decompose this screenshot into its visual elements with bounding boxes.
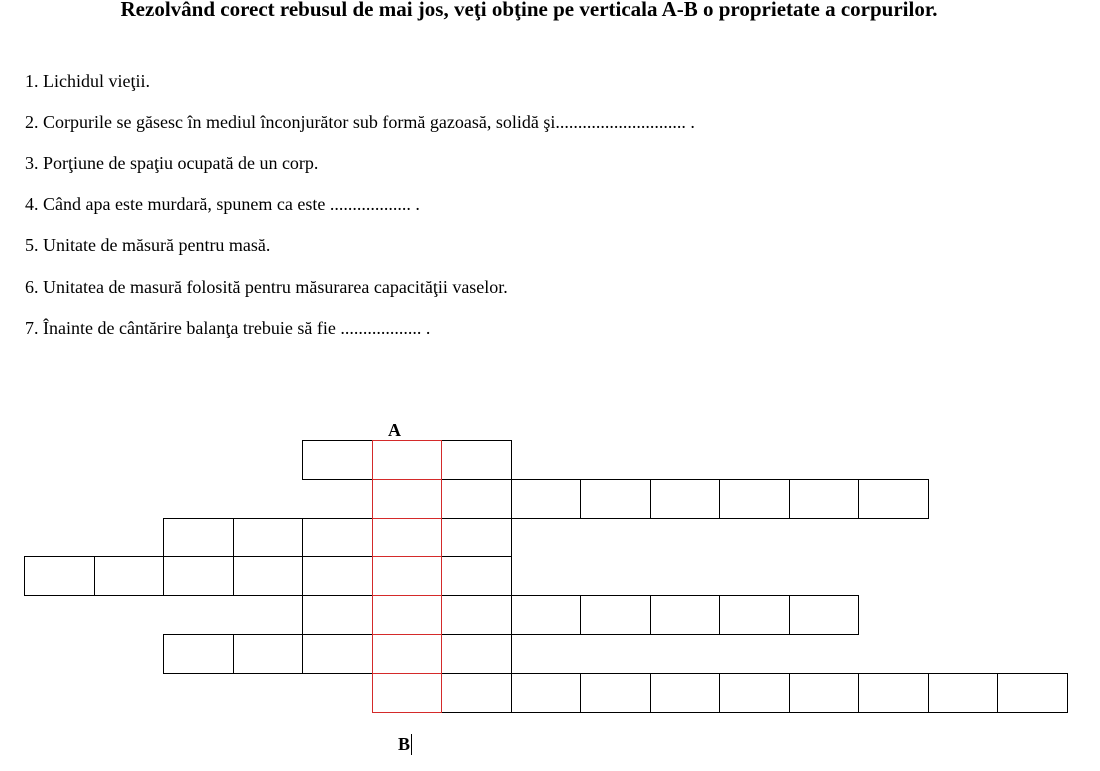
crossword-cell[interactable]: [580, 479, 651, 519]
crossword-cell[interactable]: [163, 556, 234, 596]
crossword-cell[interactable]: [650, 479, 720, 519]
clue-2: 2. Corpurile se găsesc în mediul înconjurător sub formă gazoasă, solidă şi............................. .: [25, 112, 695, 132]
crossword-cell[interactable]: [650, 595, 720, 635]
crossword-key-cell[interactable]: [372, 479, 442, 519]
crossword-cell[interactable]: [233, 518, 303, 557]
crossword-cell[interactable]: [302, 556, 373, 596]
crossword-cell[interactable]: [858, 479, 929, 519]
clue-4: 4. Când apa este murdară, spunem ca este .................. .: [25, 194, 420, 214]
clue-1: 1. Lichidul vieţii.: [25, 71, 150, 91]
crossword-cell[interactable]: [511, 479, 581, 519]
crossword-cell[interactable]: [163, 518, 234, 557]
crossword-cell[interactable]: [302, 518, 373, 557]
crossword-cell[interactable]: [789, 673, 859, 713]
clue-7: 7. Înainte de cântărire balanţa trebuie să fie .................. .: [25, 318, 431, 338]
crossword-cell[interactable]: [858, 673, 929, 713]
crossword-cell[interactable]: [580, 673, 651, 713]
crossword-key-cell[interactable]: [372, 595, 442, 635]
crossword-cell[interactable]: [441, 634, 512, 674]
crossword-cell[interactable]: [302, 595, 373, 635]
crossword-key-cell[interactable]: [372, 673, 442, 713]
crossword-cell[interactable]: [441, 518, 512, 557]
clue-6: 6. Unitatea de masură folosită pentru măsurarea capacităţii vaselor.: [25, 277, 508, 297]
crossword-cell[interactable]: [511, 595, 581, 635]
crossword-cell[interactable]: [233, 634, 303, 674]
crossword-cell[interactable]: [719, 673, 790, 713]
crossword-cell[interactable]: [789, 595, 859, 635]
crossword-cell[interactable]: [441, 595, 512, 635]
crossword-cell[interactable]: [302, 634, 373, 674]
crossword-cell[interactable]: [997, 673, 1068, 713]
crossword-cell[interactable]: [441, 673, 512, 713]
crossword-cell[interactable]: [233, 556, 303, 596]
crossword-key-cell[interactable]: [372, 634, 442, 674]
crossword-label-b: B: [398, 734, 411, 754]
crossword-cell[interactable]: [94, 556, 164, 596]
crossword-key-cell[interactable]: [372, 518, 442, 557]
crossword-cell[interactable]: [928, 673, 998, 713]
crossword-cell[interactable]: [302, 440, 373, 480]
crossword-cell[interactable]: [441, 440, 512, 480]
crossword-cell[interactable]: [511, 673, 581, 713]
crossword-cell[interactable]: [650, 673, 720, 713]
page-title: Rezolvând corect rebusul de mai jos, veţi obţine pe verticala A-B o proprietate a corpurilor.: [120, 0, 938, 21]
crossword-key-cell[interactable]: [372, 440, 442, 480]
crossword-cell[interactable]: [163, 634, 234, 674]
crossword-cell[interactable]: [580, 595, 651, 635]
crossword-cell[interactable]: [789, 479, 859, 519]
crossword-label-a: A: [388, 420, 401, 440]
crossword-cell[interactable]: [719, 479, 790, 519]
crossword-cell[interactable]: [441, 479, 512, 519]
crossword-cell[interactable]: [441, 556, 512, 596]
crossword-cell[interactable]: [24, 556, 95, 596]
crossword-key-cell[interactable]: [372, 556, 442, 596]
text-cursor: [411, 734, 412, 755]
clue-3: 3. Porţiune de spaţiu ocupată de un corp.: [25, 153, 319, 173]
crossword-cell[interactable]: [719, 595, 790, 635]
clue-5: 5. Unitate de măsură pentru masă.: [25, 235, 271, 255]
